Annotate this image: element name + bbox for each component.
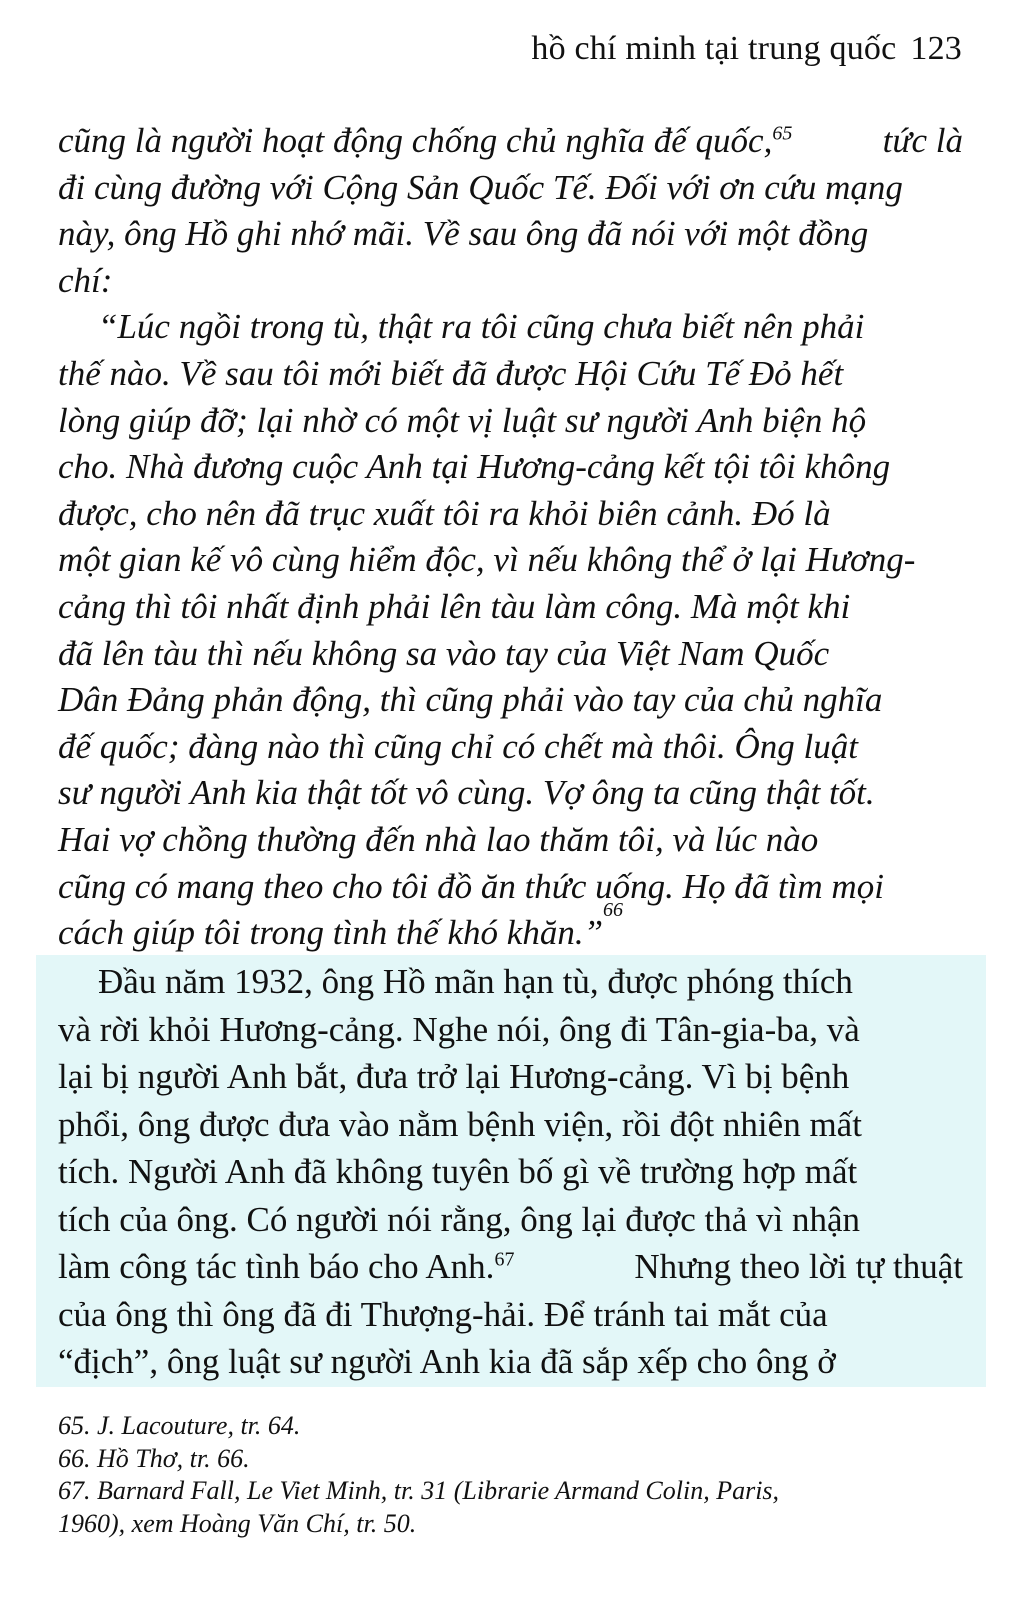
footnotes: [58, 1410, 963, 1540]
footnote-ref: 67: [494, 1248, 515, 1271]
text-line: được, cho nên đã trục xuất tôi ra khỏi biên cảnh. Đó là: [58, 493, 831, 533]
text-line: Dân Đảng phản động, thì cũng phải vào tay của chủ nghĩa: [58, 680, 883, 720]
text-line: cũng có mang theo cho tôi đồ ăn thức uống. Họ đã tìm mọi: [58, 866, 884, 906]
footnote: 67. Barnard Fall, Le Viet Minh, tr. 31 (Librarie Armand Colin, Paris,: [58, 1476, 780, 1505]
text-line: sư người Anh kia thật tốt vô cùng. Vợ ông ta cũng thật tốt.: [58, 773, 875, 813]
footnote-ref: 66: [603, 899, 624, 922]
text-line: cảng thì tôi nhất định phải lên tàu làm công. Mà một khi: [58, 586, 851, 626]
text-line: lại bị người Anh bắt, đưa trở lại Hương-cảng. Vì bị bệnh: [58, 1057, 850, 1096]
footnote: 65. J. Lacouture, tr. 64.: [58, 1411, 301, 1440]
text-line: “địch”, ông luật sư người Anh kia đã sắp xếp cho ông ở: [58, 1342, 836, 1381]
text-line: thế nào. Về sau tôi mới biết đã được Hội Cứu Tế Đỏ hết: [58, 353, 844, 393]
text-segment: tức là: [882, 121, 963, 160]
footnote: 66. Hồ Thơ, tr. 66.: [58, 1443, 250, 1473]
running-header: [531, 30, 962, 68]
text-line: đế quốc; đàng nào thì cũng chỉ có chết mà thôi. Ông luật: [58, 726, 858, 766]
text-line: tích của ông. Có người nói rằng, ông lại được thả vì nhận: [58, 1199, 861, 1239]
text-line: đã lên tàu thì nếu không sa vào tay của Việt Nam Quốc: [58, 633, 830, 673]
footnote: 1960), xem Hoàng Văn Chí, tr. 50.: [58, 1508, 417, 1538]
text-line: này, ông Hồ ghi nhớ mãi. Về sau ông đã nói với một đồng: [58, 214, 869, 254]
page-number: 123: [910, 30, 962, 67]
text-line: đi cùng đường với Cộng Sản Quốc Tế. Đối với ơn cứu mạng: [58, 167, 903, 207]
text-line: lòng giúp đỡ; lại nhờ có một vị luật sư người Anh biện hộ: [58, 400, 867, 440]
body-paragraph: [58, 958, 963, 1386]
text-segment: cũng là người hoạt động chống chủ nghĩa đế quốc,: [58, 121, 773, 160]
text-segment: Nhưng theo lời tự thuật: [634, 1247, 963, 1286]
text-line: [58, 1243, 963, 1291]
text-line: và rời khỏi Hương-cảng. Nghe nói, ông đi Tân-gia-ba, và: [58, 1009, 860, 1049]
text-line: cho. Nhà đương cuộc Anh tại Hương-cảng kết tội tôi không: [58, 447, 891, 487]
text-line: chí:: [58, 260, 113, 300]
text-segment: làm công tác tình báo cho Anh.: [58, 1247, 495, 1286]
quoted-passage: [58, 118, 963, 957]
header-title: hồ chí minh tại trung quốc: [531, 30, 897, 67]
text-line: tích. Người Anh đã không tuyên bố gì về trường hợp mất: [58, 1152, 858, 1191]
text-line: “Lúc ngồi trong tù, thật ra tôi cũng chưa biết nên phải: [98, 307, 865, 347]
text-line: Đầu năm 1932, ông Hồ mãn hạn tù, được phóng thích: [98, 962, 853, 1001]
text-line: của ông thì ông đã đi Thượng-hải. Để tránh tai mắt của: [58, 1294, 828, 1334]
text-line: Hai vợ chồng thường đến nhà lao thăm tôi, và lúc nào: [58, 819, 819, 859]
text-segment: cách giúp tôi trong tình thế khó khăn.”: [58, 913, 604, 953]
text-line: một gian kế vô cùng hiểm độc, vì nếu không thể ở lại Hương-: [58, 540, 916, 580]
text-line: phổi, ông được đưa vào nằm bệnh viện, rồi đột nhiên mất: [58, 1104, 862, 1144]
text-line: [58, 899, 963, 957]
footnote-ref: 65: [772, 122, 793, 145]
text-line: [58, 118, 963, 165]
